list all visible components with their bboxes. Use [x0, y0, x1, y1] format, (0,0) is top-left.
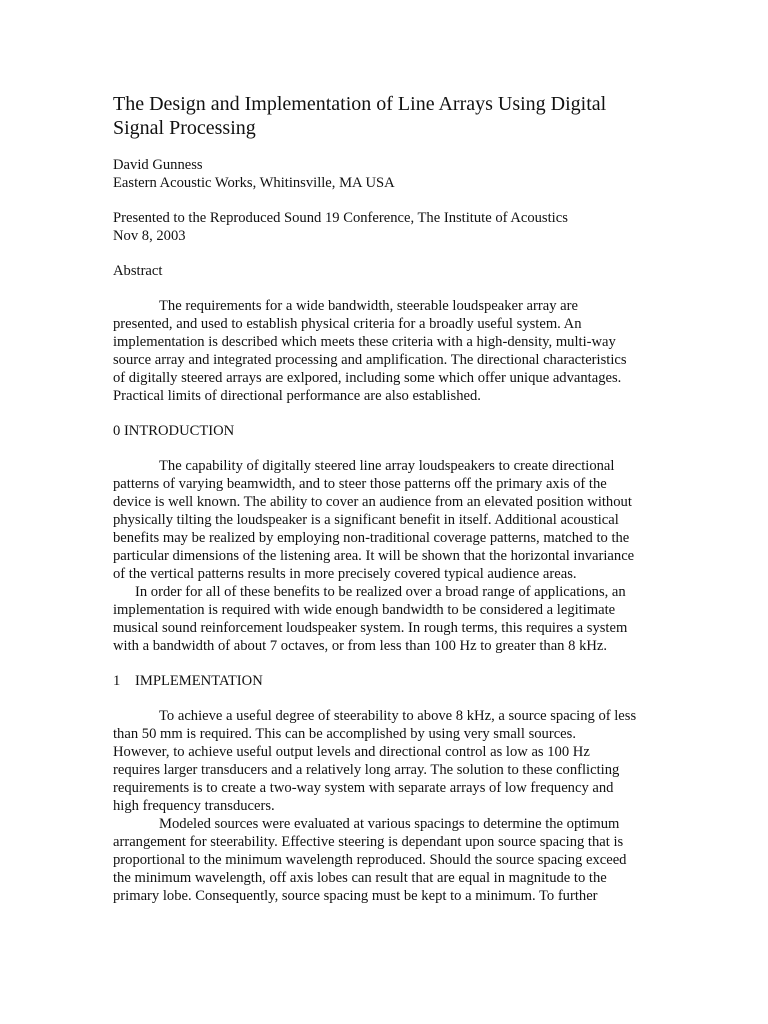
body-line: However, to achieve useful output levels and directional control as low as 100 Hz [113, 744, 590, 760]
paper-title [113, 92, 658, 140]
body-line: physically tilting the loudspeaker is a significant benefit in itself. Additional acoustical [113, 512, 619, 528]
body-line: implementation is required with wide enough bandwidth to be considered a legitimate [113, 602, 616, 618]
section-number: 1 [113, 673, 121, 689]
abstract-line: source array and integrated processing and amplification. The directional characteristics [113, 352, 627, 368]
implementation-paragraph-2 [113, 815, 658, 905]
abstract-line: implementation is described which meets these criteria with a high-density, multi-way [113, 334, 616, 350]
abstract-paragraph [113, 297, 658, 405]
body-line: To achieve a useful degree of steerability to above 8 kHz, a source spacing of less [159, 708, 637, 724]
body-line: requirements is to create a two-way system with separate arrays of low frequency and [113, 780, 614, 796]
section-heading-implementation [113, 672, 658, 690]
section-title: IMPLEMENTATION [135, 673, 263, 689]
author-name: David Gunness [113, 157, 203, 173]
body-line: with a bandwidth of about 7 octaves, or from less than 100 Hz to greater than 8 kHz. [113, 638, 608, 654]
document-page [113, 92, 658, 905]
body-line: particular dimensions of the listening area. It will be shown that the horizontal invariance [113, 548, 635, 564]
abstract-line: The requirements for a wide bandwidth, steerable loudspeaker array are [159, 298, 578, 314]
abstract-line: Practical limits of directional performance are also established. [113, 388, 481, 404]
implementation-paragraph-1 [113, 707, 658, 815]
body-line: patterns of varying beamwidth, and to steer those patterns off the primary axis of the [113, 476, 607, 492]
author-block [113, 156, 658, 192]
body-line: requires larger transducers and a relatively long array. The solution to these conflicting [113, 762, 620, 778]
body-line: than 50 mm is required. This can be accomplished by using very small sources. [113, 726, 576, 742]
body-line: musical sound reinforcement loudspeaker system. In rough terms, this requires a system [113, 620, 628, 636]
body-line: high frequency transducers. [113, 798, 275, 814]
presentation-venue: Presented to the Reproduced Sound 19 Conference, The Institute of Acoustics [113, 210, 568, 226]
abstract-heading: Abstract [113, 263, 163, 279]
body-line: The capability of digitally steered line array loudspeakers to create directional [159, 458, 615, 474]
intro-paragraph-1 [113, 457, 658, 583]
body-line: of the vertical patterns results in more precisely covered typical audience areas. [113, 566, 577, 582]
title-line: The Design and Implementation of Line Arrays Using Digital [113, 93, 607, 115]
body-line: proportional to the minimum wavelength reproduced. Should the source spacing exceed [113, 852, 627, 868]
author-affiliation: Eastern Acoustic Works, Whitinsville, MA USA [113, 175, 395, 191]
body-line: primary lobe. Consequently, source spacing must be kept to a minimum. To further [113, 888, 598, 904]
body-line: Modeled sources were evaluated at various spacings to determine the optimum [159, 816, 620, 832]
title-line: Signal Processing [113, 117, 256, 139]
presentation-date: Nov 8, 2003 [113, 228, 186, 244]
intro-paragraph-2 [113, 583, 658, 655]
body-line: benefits may be realized by employing non-traditional coverage patterns, matched to the [113, 530, 630, 546]
presentation-block [113, 209, 658, 245]
abstract-line: of digitally steered arrays are exlpored, including some which offer unique advantages. [113, 370, 622, 386]
body-line: In order for all of these benefits to be realized over a broad range of applications, an [135, 584, 626, 600]
body-line: the minimum wavelength, off axis lobes can result that are equal in magnitude to the [113, 870, 607, 886]
section-heading-introduction: 0 INTRODUCTION [113, 423, 235, 439]
body-line: arrangement for steerability. Effective steering is dependant upon source spacing that is [113, 834, 624, 850]
abstract-line: presented, and used to establish physical criteria for a broadly useful system. An [113, 316, 582, 332]
body-line: device is well known. The ability to cover an audience from an elevated position without [113, 494, 632, 510]
